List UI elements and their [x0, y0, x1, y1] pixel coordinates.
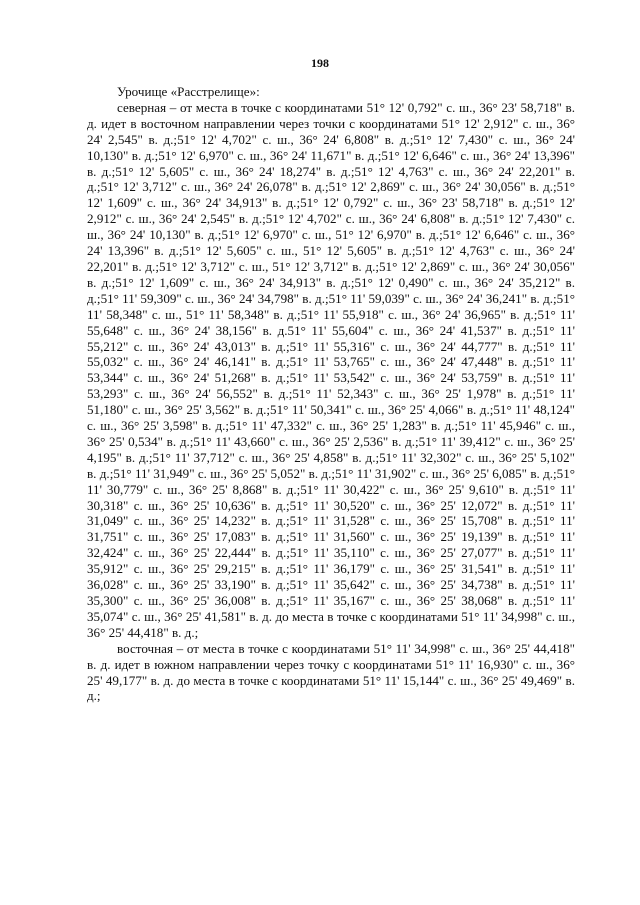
page-number: 198	[311, 56, 329, 70]
paragraph-north-boundary: северная – от места в точке с координатами 51° 12' 0,792" с. ш., 36° 23' 58,718" в. д. идет в восточном направлении через точки с координатами 51° 12' 2,912" с. ш., 36° 24' 2,545" в. д.;51° 12' 4,702" с. ш., 36° 24' 6,808" в. д.;51° 12' 7,430" с. ш., 36° 24' 10,130" в. д.;51° 12' 6,970" с. ш., 36° 24' 11,671" в. д.;51° 12' 6,646" с. ш., 36° 24' 13,396" в. д.;51° 12' 5,605" с. ш., 36° 24' 18,274" в. д.;51° 12' 4,763" с. ш., 36° 24' 22,201" в. д.;51° 12' 3,712" с. ш., 36° 24' 26,078" в. д.;51° 12' 2,869" с. ш., 36° 24' 30,056" в. д.;51° 12' 1,609" с. ш., 36° 24' 34,913" в. д.;51° 12' 0,792" с. ш., 36° 23' 58,718" в. д.;51° 12' 2,912" с. ш., 36° 24' 2,545" в. д.;51° 12' 4,702" с. ш., 36° 24' 6,808" в. д.;51° 12' 7,430" с. ш., 36° 24' 10,130" в. д.;51° 12' 6,970" с. ш., 51° 12' 6,970" в. д.;51° 12' 6,646" с. ш., 36° 24' 13,396" в. д.;51° 12' 5,605" с. ш., 51° 12' 5,605" в. д.;51° 12' 4,763" с. ш., 36° 24' 22,201" в. д.;51° 12' 3,712" с. ш., 51° 12' 3,712" в. д.;51° 12' 2,869" с. ш., 36° 24' 30,056" в. д.;51° 12' 1,609" с. ш., 36° 24' 34,913" в. д.;51° 12' 0,490" с. ш., 36° 24' 35,212" в. д.;51° 11' 59,309" с. ш., 36° 24' 34,798" в. д.;51° 11' 59,039" с. ш., 36° 24' 36,241" в. д.;51° 11' 58,348" с. ш., 51° 11' 58,348" в. д.;51° 11' 55,918" с. ш., 36° 24' 36,965" в. д.;51° 11' 55,648" с. ш., 36° 24' 38,156" в. д.51° 11' 55,604" с. ш., 36° 24' 41,537" в. д.;51° 11' 55,212" с. ш., 36° 24' 43,013" в. д.;51° 11' 55,316" с. ш., 36° 24' 44,777" в. д.;51° 11' 55,032" с. ш., 36° 24' 46,141" в. д.;51° 11' 53,765" с. ш., 36° 24' 47,448" в. д.;51° 11' 53,344" с. ш., 36° 24' 51,268" в. д.;51° 11' 53,542" с. ш., 36° 24' 53,759" в. д.;51° 11' 53,293" с. ш., 36° 24' 56,552" в. д.;51° 11' 52,343" с. ш., 36° 25' 1,978" в. д.;51° 11' 51,180" с. ш., 36° 25' 3,562" в. д.;51° 11' 50,341" с. ш., 36° 25' 4,066" в. д.;51° 11' 48,124" с. ш., 36° 25' 3,598" в. д.;51° 11' 47,332" с. ш., 36° 25' 1,283" в. д.;51° 11' 45,946" с. ш., 36° 25' 0,534" в. д.;51° 11' 43,660" с. ш., 36° 25' 2,536" в. д.;51° 11' 39,412" с. ш., 36° 25' 4,195" в. д.;51° 11' 37,712" с. ш., 36° 25' 4,858" в. д.;51° 11' 32,302" с. ш., 36° 25' 5,102" в. д.;51° 11' 31,949" с. ш., 36° 25' 5,052" в. д.;51° 11' 31,902" с. ш., 36° 25' 6,085" в. д.;51° 11' 30,779" с. ш., 36° 25' 8,868" в. д.;51° 11' 30,422" с. ш., 36° 25' 9,610" в. д.;51° 11' 30,318" с. ш., 36° 25' 10,636" в. д.;51° 11' 30,520" с. ш., 36° 25' 12,072" в. д.;51° 11' 31,049" с. ш., 36° 25' 14,232" в. д.;51° 11' 31,528" с. ш., 36° 25' 15,708" в. д.;51° 11' 31,751" с. ш., 36° 25' 17,083" в. д.;51° 11' 31,560" с. ш., 36° 25' 19,139" в. д.;51° 11' 32,424" с. ш., 36° 25' 22,444" в. д.;51° 11' 35,110" с. ш., 36° 25' 27,077" в. д.;51° 11' 35,912" с. ш., 36° 25' 29,215" в. д.;51° 11' 36,179" с. ш., 36° 25' 31,541" в. д.;51° 11' 36,028" с. ш., 36° 25' 33,190" в. д.;51° 11' 35,642" с. ш., 36° 25' 34,738" в. д.;51° 11' 35,300" с. ш., 36° 25' 36,008" в. д.;51° 11' 35,167" с. ш., 36° 25' 38,068" в. д.;51° 11' 35,074" с. ш., 36° 25' 41,581" в. д. до места в точке с координатами 51° 11' 34,998" с. ш., 36° 25' 44,418" в. д.;	[87, 99, 575, 640]
paragraph-east-boundary: восточная – от места в точке с координатами 51° 11' 34,998" с. ш., 36° 25' 44,418" в. д. идет в южном направлении через точку с координатами 51° 11' 16,930" с. ш., 36° 25' 49,177" в. д. до места в точке с координатами 51° 11' 15,144" с. ш., 36° 25' 49,469" в. д.;	[87, 640, 575, 704]
document-body	[87, 84, 575, 704]
section-heading: Урочище «Расстрелище»:	[117, 84, 260, 99]
